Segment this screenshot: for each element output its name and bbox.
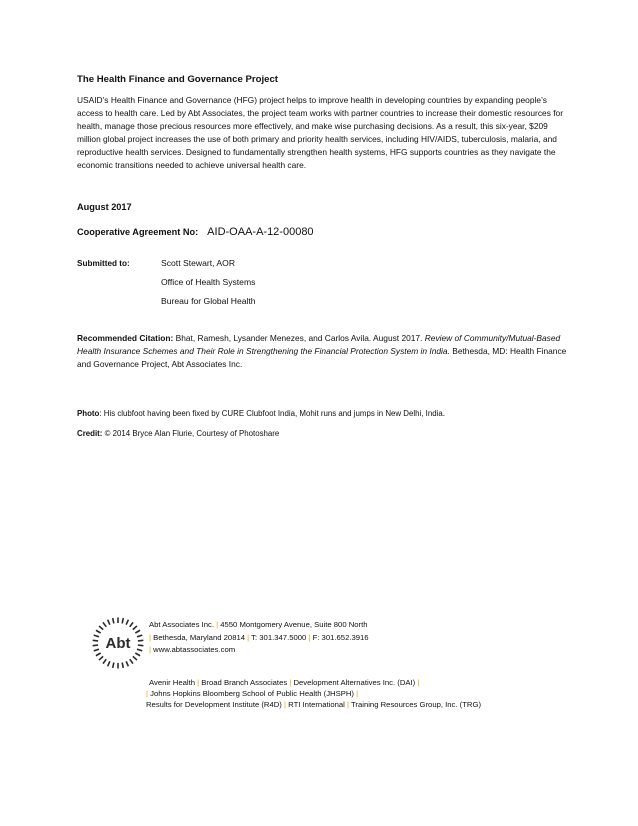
citation-authors: Bhat, Ramesh, Lysander Menezes, and Carlos Avila. August 2017. (175, 333, 423, 343)
abt-address-line-2 (149, 633, 369, 642)
abt-website[interactable]: www.abtassociates.com (153, 645, 236, 654)
partner-dai: Development Alternatives Inc. (DAI) (293, 678, 416, 687)
recommended-citation (77, 332, 569, 370)
separator: | (347, 700, 349, 709)
partners-line-3 (146, 700, 481, 709)
credit-text: © 2014 Bryce Alan Flurie, Courtesy of Photoshare (104, 429, 280, 438)
citation-publisher: Bethesda, MD: Health Finance and Governance Project, Abt Associates Inc. (77, 345, 567, 369)
partner-trg: Training Resources Group, Inc. (TRG) (351, 700, 482, 709)
citation-title: Review of Community/Mutual-Based Health Insurance Schemes and Their Role in Strengthening the Financial Protection System in India. (77, 333, 561, 356)
partner-rti: RTI International (288, 700, 345, 709)
abt-logo-icon (92, 617, 144, 669)
partner-avenir: Avenir Health (149, 678, 196, 687)
separator: | (149, 633, 151, 642)
abt-city: Bethesda, Maryland 20814 (153, 633, 246, 642)
abt-name: Abt Associates Inc. (149, 620, 214, 629)
partner-jhsph: Johns Hopkins Bloomberg School of Public Health (JHSPH) (150, 689, 354, 698)
citation-label: Recommended Citation: (77, 333, 174, 343)
report-date: August 2017 (77, 202, 132, 212)
separator: | (356, 689, 359, 698)
separator: | (146, 689, 148, 698)
partners-line-2 (146, 689, 358, 698)
abt-phone: T: 301.347.5000 (251, 633, 307, 642)
abt-fax: F: 301.652.3916 (312, 633, 369, 642)
agreement-number: AID-OAA-A-12-00080 (207, 226, 314, 238)
submitted-to-line: Office of Health Systems (161, 277, 256, 287)
photo-text: : His clubfoot having been fixed by CURE Clubfoot India, Mohit runs and jumps in New Delhi, India. (99, 409, 445, 418)
abt-street: 4550 Montgomery Avenue, Suite 800 North (220, 620, 368, 629)
separator: | (417, 678, 420, 687)
submitted-to-label: Submitted to: (77, 259, 130, 268)
partners-line-1 (149, 678, 419, 687)
abt-address-line-3 (149, 645, 235, 654)
separator: | (284, 700, 287, 709)
credit-label: Credit: (77, 429, 103, 438)
separator: | (197, 678, 200, 687)
project-heading: The Health Finance and Governance Project (77, 74, 278, 85)
separator: | (308, 633, 311, 642)
logo-wordmark: Abt (105, 635, 131, 652)
separator: | (216, 620, 219, 629)
partner-r4d: Results for Development Institute (R4D) (146, 700, 282, 709)
submitted-to-line: Bureau for Global Health (161, 296, 256, 306)
separator: | (149, 645, 151, 654)
partner-broad-branch: Broad Branch Associates (201, 678, 288, 687)
submitted-to-line: Scott Stewart, AOR (161, 258, 236, 268)
separator: | (247, 633, 250, 642)
agreement-label: Cooperative Agreement No: (77, 227, 199, 237)
abt-address-line-1 (149, 620, 368, 629)
separator: | (289, 678, 292, 687)
cooperative-agreement (77, 226, 314, 238)
project-description: USAID’s Health Finance and Governance (HFG) project helps to improve health in developing countries by expanding people’s access to health care. Led by Abt Associates, the project team works with partner countries to increase their domestic resources for health, manage those precious resources more effectively, and make wise purchasing decisions. As a result, this six-year, $209 million global project increases the use of both primary and priority health services, including HIV/AIDS, tuberculosis, malaria, and reproductive health services. Designed to fundamentally strengthen health systems, HFG supports countries as they navigate the economic transitions needed to achieve universal health care. (77, 95, 563, 170)
photo-label: Photo (77, 409, 100, 418)
photo-credit (77, 429, 279, 438)
photo-caption (77, 409, 445, 418)
